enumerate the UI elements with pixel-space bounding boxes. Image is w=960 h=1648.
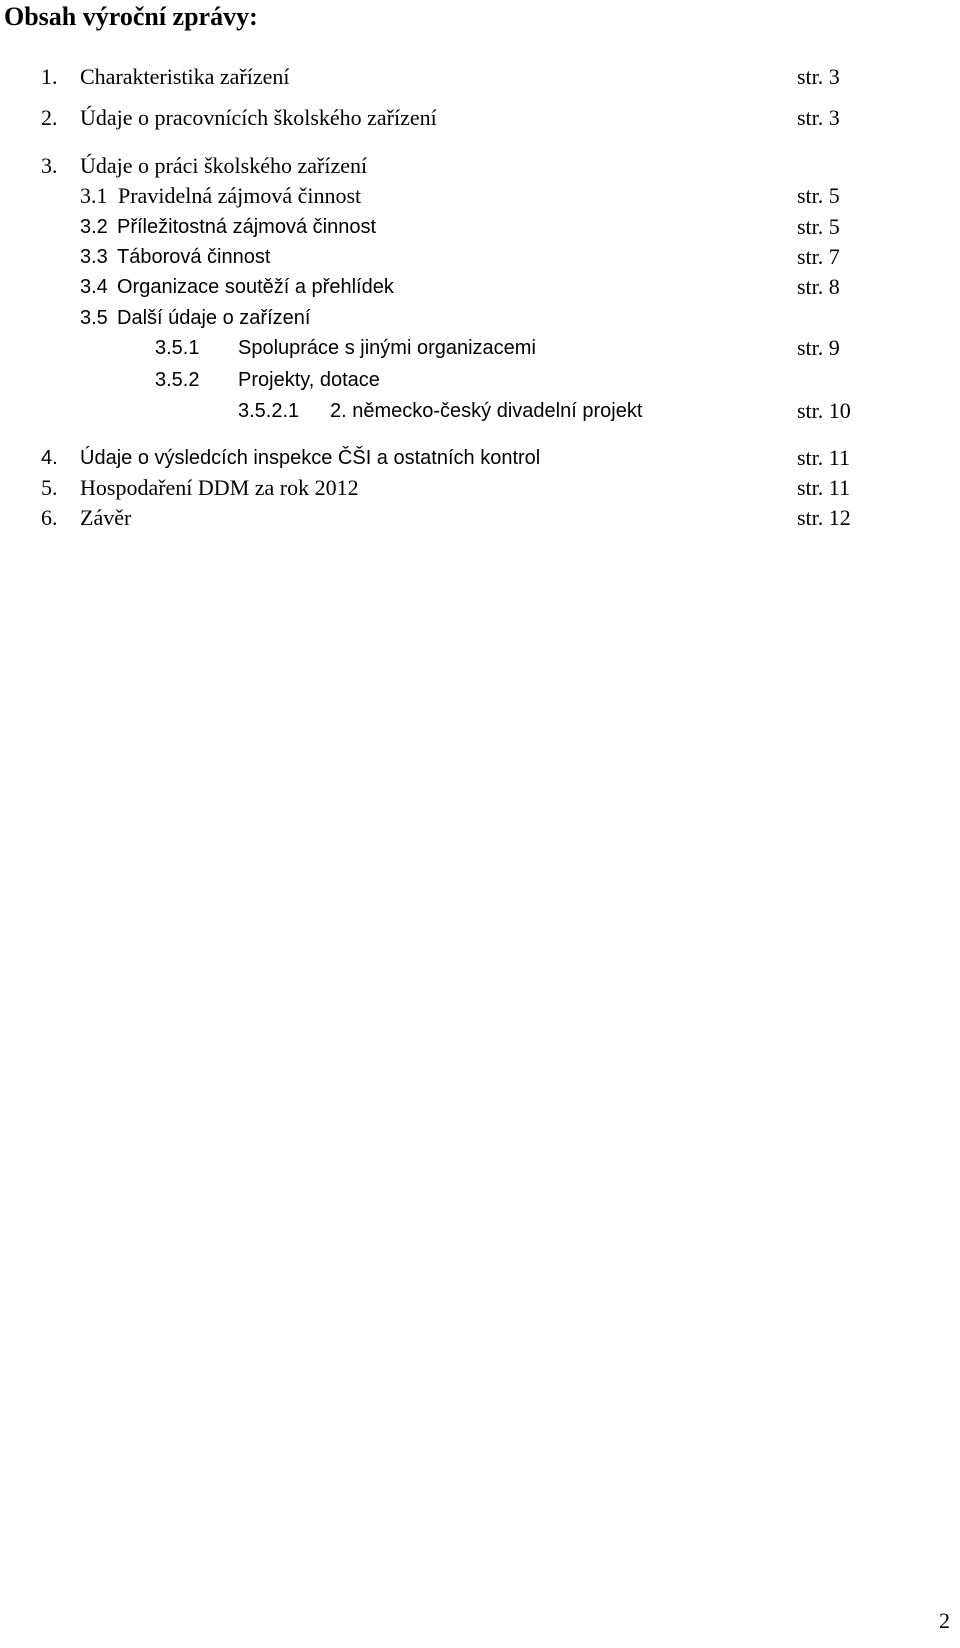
- toc-item-title: Údaje o výsledcích inspekce ČŠI a ostatních kontrol: [80, 447, 541, 469]
- toc-item-title: Hospodaření DDM za rok 2012: [80, 475, 359, 500]
- toc-item-page: str. 10: [797, 398, 851, 423]
- toc-item-title: Projekty, dotace: [238, 369, 380, 391]
- toc-item-3-5-1: [0, 333, 960, 363]
- toc-item-3-5: [0, 303, 960, 333]
- toc-item-title: Další údaje o zařízení: [117, 307, 311, 329]
- toc-item-title: Charakteristika zařízení: [80, 64, 290, 89]
- toc-item-3-1: [0, 181, 960, 211]
- toc-item-title: 2. německo-český divadelní projekt: [330, 400, 643, 422]
- toc-item-number: 3.4: [80, 276, 108, 298]
- toc-item-page: str. 8: [797, 274, 840, 299]
- toc-item-2: [0, 103, 960, 133]
- toc-item-number: 5.: [41, 475, 58, 500]
- toc-item-3: [0, 151, 960, 181]
- toc-item-number: 3.5.1: [155, 337, 200, 359]
- toc-item-number: 3.: [41, 153, 58, 178]
- page-number: 2: [939, 1608, 950, 1633]
- toc-item-5: [0, 473, 960, 503]
- toc-item-title: Táborová činnost: [117, 246, 271, 268]
- toc-item-3-4: [0, 272, 960, 302]
- toc-item-page: str. 3: [797, 105, 840, 130]
- toc-item-4: [0, 443, 960, 473]
- toc-item-page: str. 5: [797, 214, 840, 239]
- toc-item-page: str. 7: [797, 244, 840, 269]
- toc-item-title: Pravidelná zájmová činnost: [118, 183, 362, 208]
- toc-item-page: str. 9: [797, 335, 840, 360]
- toc-item-number: 2.: [41, 105, 58, 130]
- toc-item-page: str. 11: [797, 475, 850, 500]
- toc-item-title: Údaje o práci školského zařízení: [80, 153, 368, 178]
- toc-item-3-2: [0, 212, 960, 242]
- toc-item-number: 1.: [41, 64, 58, 89]
- toc-item-title: Údaje o pracovnících školského zařízení: [80, 105, 437, 130]
- toc-item-title: Závěr: [80, 505, 132, 530]
- toc-item-number: 3.5.2.1: [238, 400, 300, 422]
- toc-item-title: Spolupráce s jinými organizacemi: [238, 337, 536, 359]
- toc-item-number: 3.2: [80, 216, 108, 238]
- toc-item-number: 4.: [41, 447, 58, 469]
- toc-item-page: str. 12: [797, 505, 851, 530]
- toc-item-number: 3.3: [80, 246, 108, 268]
- table-of-contents: [0, 0, 960, 560]
- toc-item-number: 3.5.2: [155, 369, 200, 391]
- toc-item-1: [0, 62, 960, 92]
- toc-item-page: str. 5: [797, 183, 840, 208]
- toc-item-title: Příležitostná zájmová činnost: [117, 216, 377, 238]
- toc-item-page: str. 3: [797, 64, 840, 89]
- toc-item-3-5-2: [0, 365, 960, 395]
- toc-item-3-5-2-1: [0, 396, 960, 426]
- toc-item-3-3: [0, 242, 960, 272]
- toc-item-page: str. 11: [797, 445, 850, 470]
- toc-item-title: Organizace soutěží a přehlídek: [117, 276, 394, 298]
- toc-item-number: 3.1: [80, 183, 108, 208]
- document-title: Obsah výroční zprávy:: [4, 2, 258, 31]
- toc-item-6: [0, 503, 960, 533]
- toc-item-number: 3.5: [80, 307, 108, 329]
- toc-item-number: 6.: [41, 505, 58, 530]
